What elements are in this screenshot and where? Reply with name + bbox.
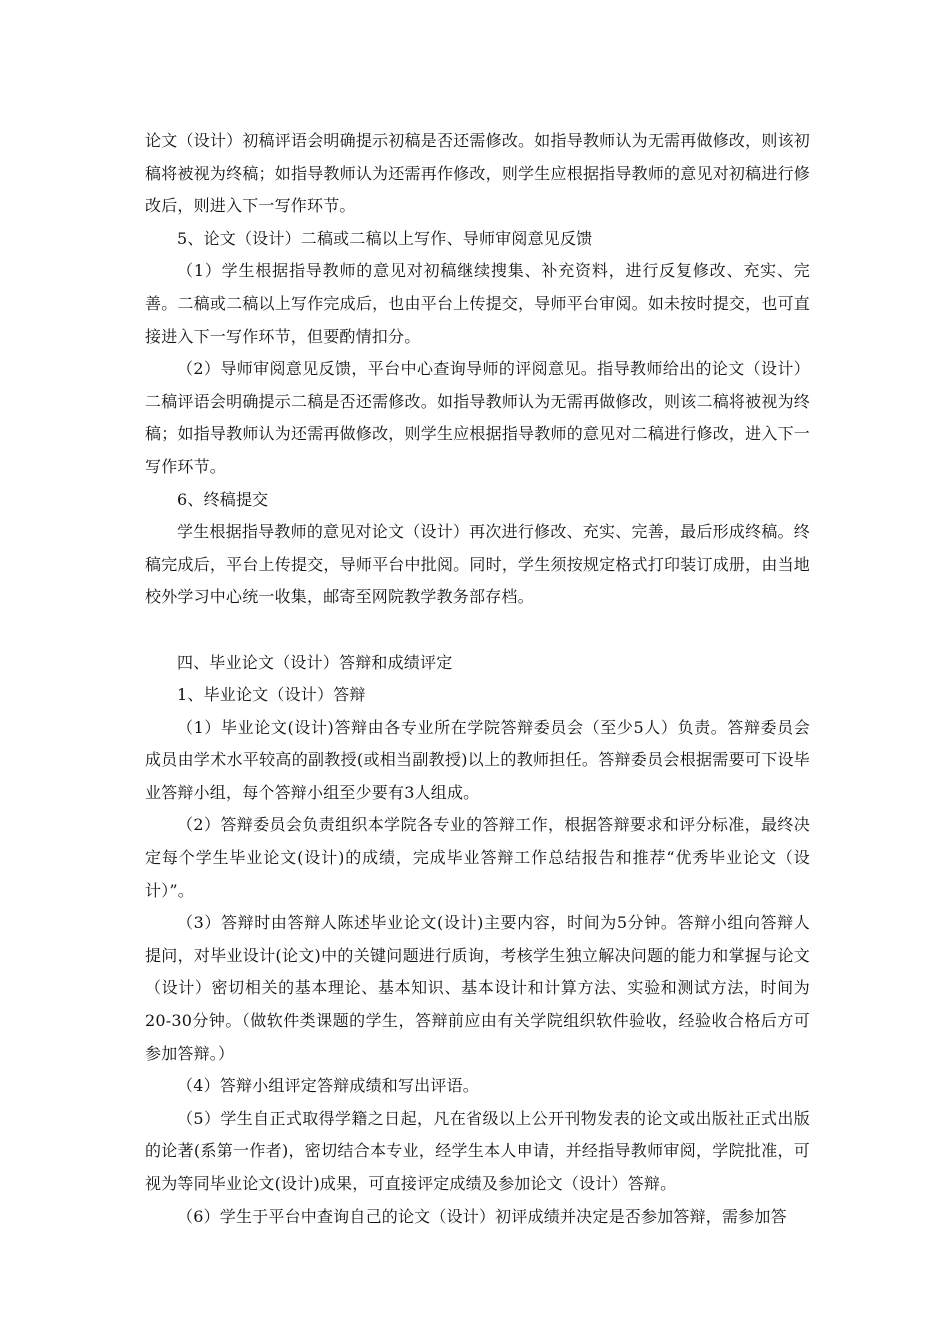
- chapter-heading-defense: 四、毕业论文（设计）答辩和成绩评定: [177, 652, 453, 672]
- section-heading-defense: 1、毕业论文（设计）答辩: [177, 685, 366, 705]
- paragraph-defense-item-2: （2）答辩委员会负责组织本学院各专业的答辩工作，根据答辩要求和评分标准，最终决定每个学生毕业论文(设计)的成绩，完成毕业答辩工作总结报告和推荐“优秀毕业论文（设计）”。: [145, 815, 810, 900]
- document-body: [145, 125, 810, 1233]
- section-heading-final-submission: 6、终稿提交: [177, 489, 269, 509]
- blank-line: [145, 614, 810, 647]
- paragraph-defense-item-5: （5）学生自正式取得学籍之日起，凡在省级以上公开刊物发表的论文或出版社正式出版的论著(系第一作者)，密切结合本专业，经学生本人申请，并经指导教师审阅，学院批准，可视为等同毕业论文(设计)成果，可直接评定成绩及参加论文（设计）答辩。: [145, 1108, 810, 1193]
- section-heading-second-draft: 5、论文（设计）二稿或二稿以上写作、导师审阅意见反馈: [177, 228, 593, 248]
- paragraph-draft-review-continued: 论文（设计）初稿评语会明确提示初稿是否还需修改。如指导教师认为无需再做修改，则该初稿将被视为终稿；如指导教师认为还需再作修改，则学生应根据指导教师的意见对初稿进行修改后，则进入下一写作环节。: [145, 131, 810, 216]
- paragraph-second-draft-item-2: （2）导师审阅意见反馈，平台中心查询导师的评阅意见。指导教师给出的论文（设计）二稿评语会明确提示二稿是否还需修改。如指导教师认为无需再做修改，则该二稿将被视为终稿；如指导教师认为还需再做修改，则学生应根据指导教师的意见对二稿进行修改，进入下一写作环节。: [145, 359, 810, 476]
- paragraph-defense-item-6: （6）学生于平台中查询自己的论文（设计）初评成绩并决定是否参加答辩，需参加答: [177, 1206, 787, 1226]
- paragraph-second-draft-item-1: （1）学生根据指导教师的意见对初稿继续搜集、补充资料，进行反复修改、充实、完善。二稿或二稿以上写作完成后，也由平台上传提交，导师平台审阅。如未按时提交，也可直接进入下一写作环节，但要酌情扣分。: [145, 261, 810, 346]
- paragraph-defense-item-3: （3）答辩时由答辩人陈述毕业论文(设计)主要内容，时间为5分钟。答辩小组向答辩人提问，对毕业设计(论文)中的关键问题进行质询，考核学生独立解决问题的能力和掌握与论文（设计）密切相关的基本理论、基本知识、基本设计和计算方法、实验和测试方法，时间为20-30分钟。（做软件类课题的学生，答辩前应由有关学院组织软件验收，经验收合格后方可参加答辩。）: [145, 913, 810, 1063]
- paragraph-final-submission: 学生根据指导教师的意见对论文（设计）再次进行修改、充实、完善，最后形成终稿。终稿完成后，平台上传提交，导师平台中批阅。同时，学生须按规定格式打印装订成册，由当地校外学习中心统一收集，邮寄至网院教学教务部存档。: [145, 522, 810, 607]
- paragraph-defense-item-1: （1）毕业论文(设计)答辩由各专业所在学院答辩委员会（至少5人）负责。答辩委员会成员由学术水平较高的副教授(或相当副教授)以上的教师担任。答辩委员会根据需要可下设毕业答辩小组，每个答辩小组至少要有3人组成。: [145, 717, 810, 802]
- paragraph-defense-item-4: （4）答辩小组评定答辩成绩和写出评语。: [177, 1076, 479, 1096]
